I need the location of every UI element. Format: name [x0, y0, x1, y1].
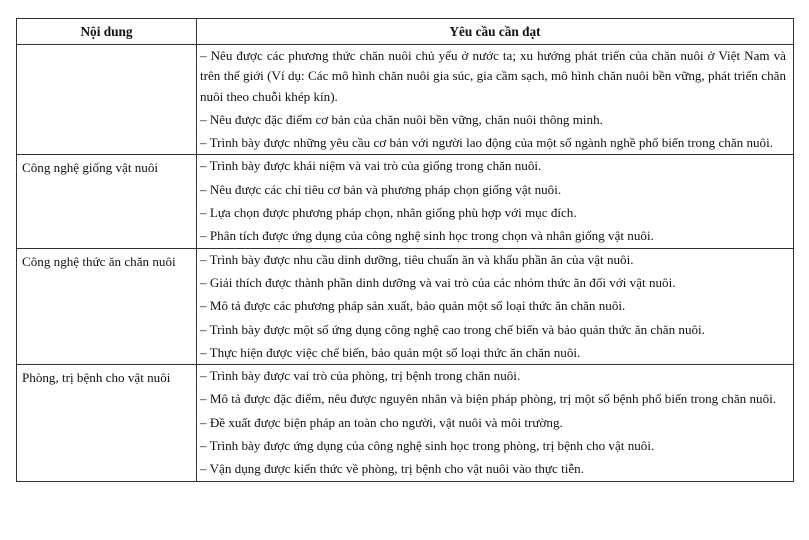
requirement-item: – Giải thích được thành phần dinh dưỡng và vai trò của các nhóm thức ăn đối với vật nuôi. [200, 274, 676, 290]
requirement-item: – Trình bày được ứng dụng của công nghệ sinh học trong phòng, trị bệnh cho vật nuôi. [200, 438, 655, 454]
requirement-item: – Trình bày được nhu cầu dinh dưỡng, tiêu chuẩn ăn và khẩu phần ăn của vật nuôi. [200, 251, 634, 267]
header-row [17, 19, 794, 45]
requirements-cell [197, 155, 794, 248]
table-row [17, 155, 794, 248]
curriculum-table [16, 18, 794, 482]
requirement-item: – Đề xuất được biện pháp an toàn cho người, vật nuôi và môi trường. [200, 414, 563, 430]
requirement-item: – Nêu được các phương thức chăn nuôi chủ yếu ở nước ta; xu hướng phát triển của chăn nuôi ở Việt Nam và trên thế giới (Ví dụ: Các mô hình chăn nuôi gia súc, gia cầm sạch, mô hình chăn nuôi bền vững, phát triển chăn nuôi theo chuỗi khép kín). [200, 48, 786, 104]
requirement-item: – Vận dụng được kiến thức về phòng, trị bệnh cho vật nuôi vào thực tiễn. [200, 461, 584, 477]
requirement-item: – Nêu được các chỉ tiêu cơ bản và phương pháp chọn giống vật nuôi. [200, 181, 562, 197]
requirement-item: – Trình bày được khái niệm và vai trò của giống trong chăn nuôi. [200, 158, 542, 174]
requirement-item: – Thực hiện được việc chế biến, bảo quản một số loại thức ăn chăn nuôi. [200, 344, 581, 360]
topic-cell: Phòng, trị bệnh cho vật nuôi [17, 365, 197, 481]
requirement-item: – Mô tả được các phương pháp sản xuất, bảo quản một số loại thức ăn chăn nuôi. [200, 298, 626, 314]
topic-cell: Công nghệ giống vật nuôi [17, 155, 197, 248]
topic-cell [17, 45, 197, 155]
requirement-item: – Trình bày được một số ứng dụng công nghệ cao trong chế biến và bảo quản thức ăn chăn nuôi. [200, 321, 705, 337]
requirements-cell [197, 45, 794, 155]
requirement-item: – Phân tích được ứng dụng của công nghệ sinh học trong chọn và nhân giống vật nuôi. [200, 228, 654, 244]
table-row [17, 365, 794, 481]
header-content: Nội dung [17, 19, 197, 45]
table-row [17, 248, 794, 364]
table-row [17, 45, 794, 155]
requirements-cell [197, 248, 794, 364]
requirements-cell [197, 365, 794, 481]
requirement-item: – Lựa chọn được phương pháp chọn, nhân giống phù hợp với mục đích. [200, 205, 577, 221]
header-requirements: Yêu cầu cần đạt [197, 19, 794, 45]
requirement-item: – Trình bày được những yêu cầu cơ bản với người lao động của một số ngành nghề phổ biến trong chăn nuôi. [200, 135, 774, 151]
topic-cell: Công nghệ thức ăn chăn nuôi [17, 248, 197, 364]
requirement-item: – Mô tả được đặc điểm, nêu được nguyên nhân và biện pháp phòng, trị một số bệnh phổ biến trong chăn nuôi. [200, 391, 777, 407]
requirement-item: – Trình bày được vai trò của phòng, trị bệnh trong chăn nuôi. [200, 368, 521, 384]
requirement-item: – Nêu được đặc điểm cơ bản của chăn nuôi bền vững, chăn nuôi thông minh. [200, 111, 603, 127]
